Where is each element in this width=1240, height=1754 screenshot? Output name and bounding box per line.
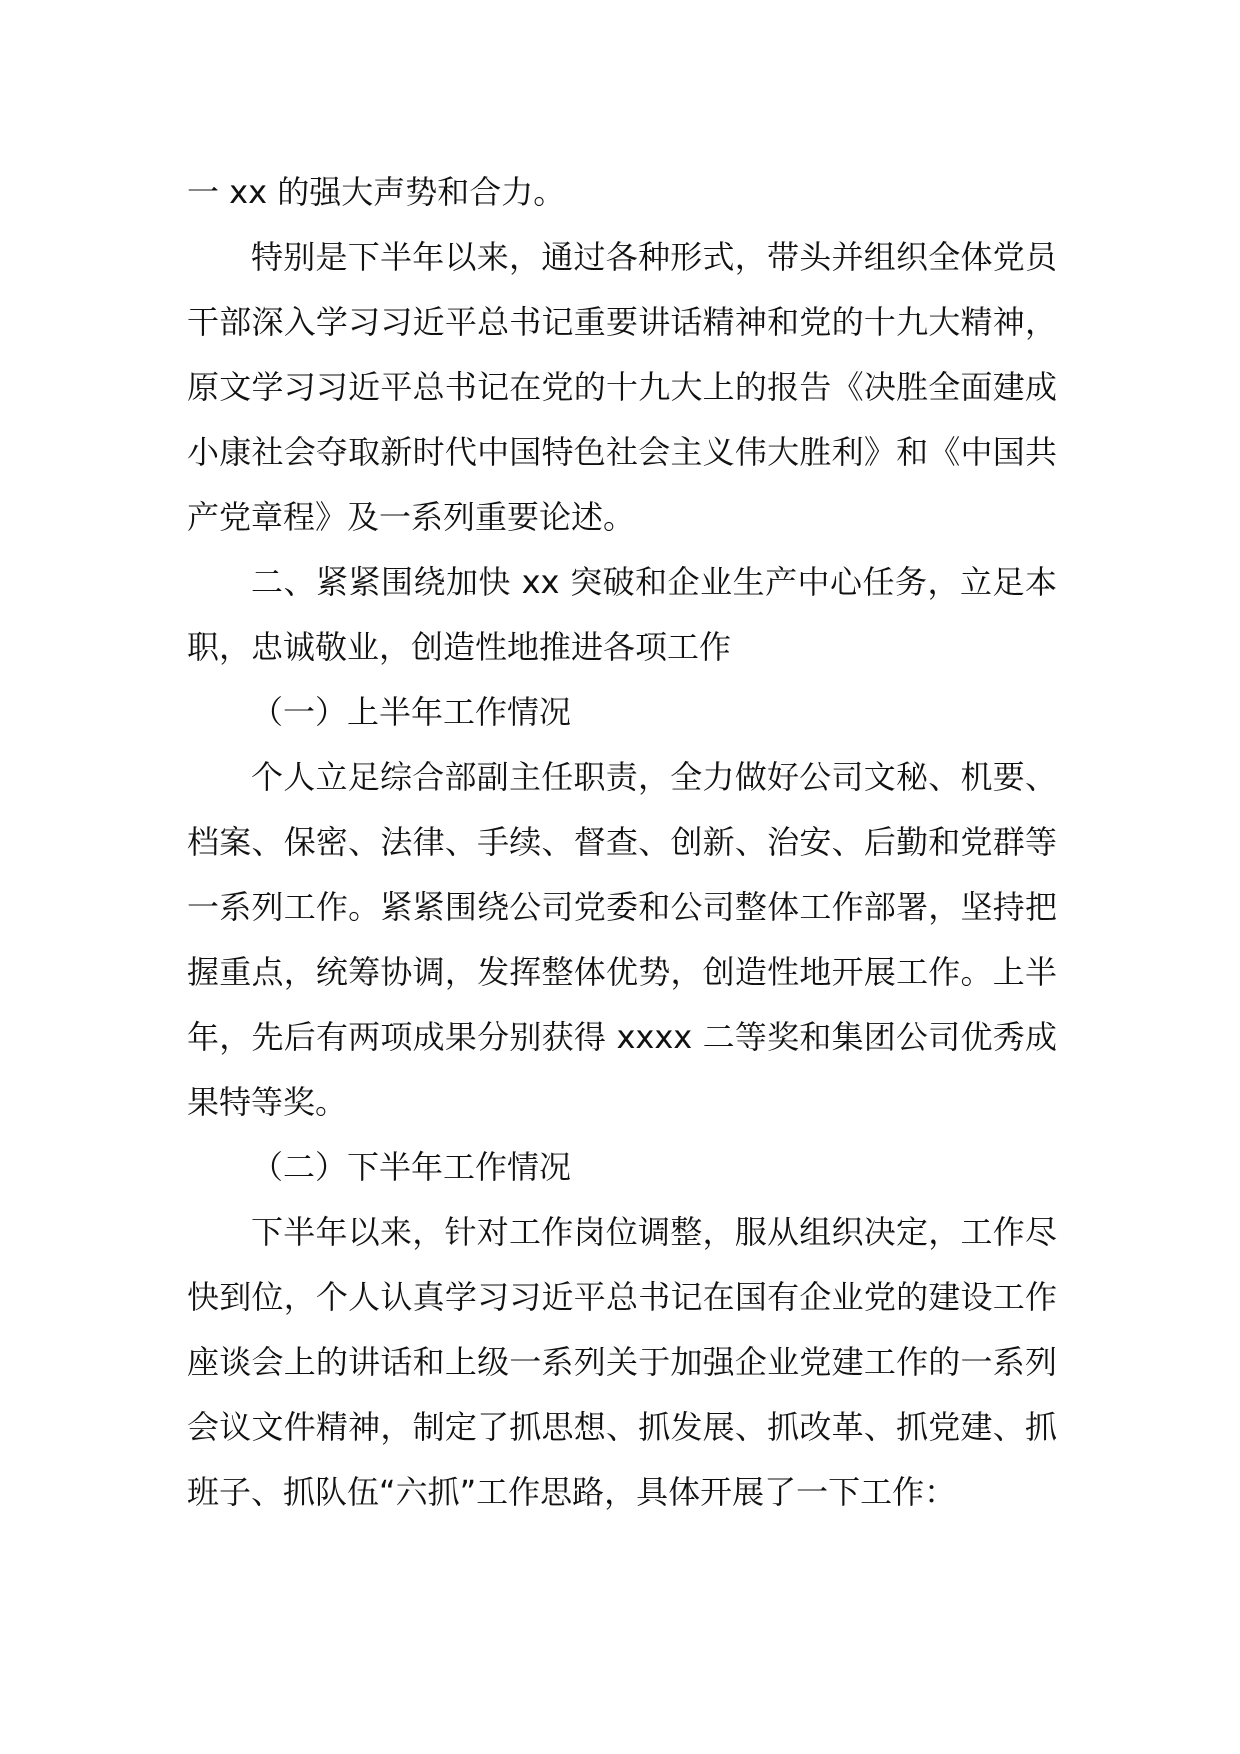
paragraph-study: 特别是下半年以来，通过各种形式，带头并组织全体党员干部深入学习习近平总书记重要讲话精神和党的十九大精神，原文学习习近平总书记在党的十九大上的报告《决胜全面建成小康社会夺取新时代中国特色社会主义伟大胜利》和《中国共产党章程》及一系列重要论述。 — [187, 238, 1057, 536]
section-heading-two: 二、紧紧围绕加快 xx 突破和企业生产中心任务，立足本职，忠诚敬业，创造性地推进各项工作 — [187, 563, 1057, 666]
paragraph-first-half-work: 个人立足综合部副主任职责，全力做好公司文秘、机要、档案、保密、法律、手续、督查、创新、治安、后勤和党群等一系列工作。紧紧围绕公司党委和公司整体工作部署，坚持把握重点，统筹协调，发挥整体优势，创造性地开展工作。上半年，先后有两项成果分别获得 xxxx 二等奖和集团公司优秀成果特等奖。 — [187, 758, 1057, 1121]
paragraph-continuation: 一 xx 的强大声势和合力。 — [187, 173, 566, 211]
paragraph-second-half-work: 下半年以来，针对工作岗位调整，服从组织决定，工作尽快到位，个人认真学习习近平总书记在国有企业党的建设工作座谈会上的讲话和上级一系列关于加强企业党建工作的一系列会议文件精神，制定了抓思想、抓发展、抓改革、抓党建、抓班子、抓队伍“六抓”工作思路，具体开展了一下工作： — [187, 1213, 1057, 1511]
subheading-first-half: （一）上半年工作情况 — [251, 693, 572, 731]
document-body — [187, 160, 1057, 1525]
subheading-second-half: （二）下半年工作情况 — [251, 1148, 572, 1186]
